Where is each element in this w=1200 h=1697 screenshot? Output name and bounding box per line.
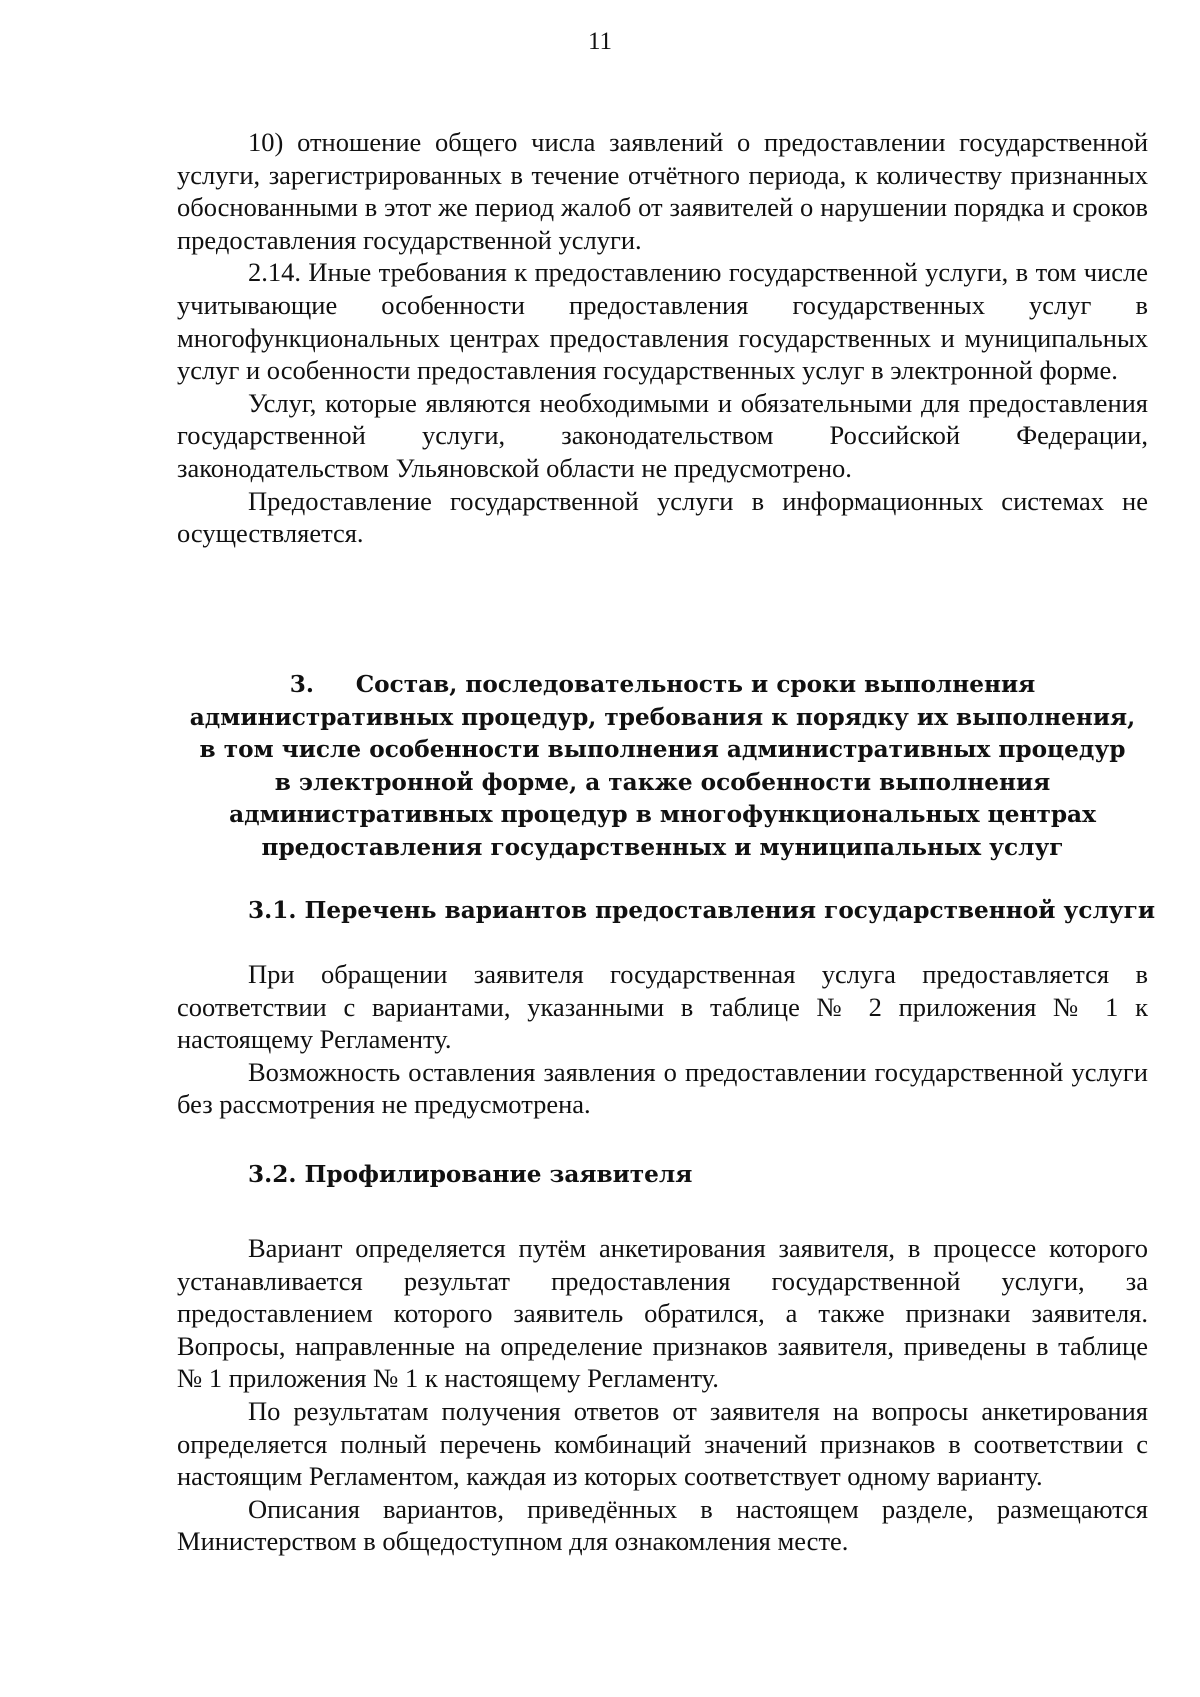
paragraph: При обращении заявителя государственная услуга предоставляется в соответствии с вариантами, указанными в таблице № 2 приложения № 1 к настоящему Регламенту. — [177, 959, 1148, 1055]
paragraph: Описания вариантов, приведённых в настоящем разделе, размещаются Министерством в общедоступном для ознакомления месте. — [177, 1493, 1148, 1557]
heading-line-text: Состав, последовательность и сроки выполнения — [355, 671, 1036, 698]
heading-line: предоставления государственных и муниципальных услуг — [261, 833, 1064, 861]
heading-line: административных процедур, требования к порядку их выполнения, — [189, 703, 1136, 731]
heading-line: административных процедур в многофункциональных центрах — [229, 801, 1096, 828]
heading-line — [177, 669, 1148, 702]
section-3-heading — [177, 669, 1148, 864]
section-number: 3. — [289, 671, 314, 698]
paragraph: Услуг, которые являются необходимыми и обязательными для предоставления государственной услуги, законодательством Российской Федерации, законодательством Ульяновской области не предусмотрено. — [177, 387, 1148, 483]
subsection-3-1-text — [177, 958, 1148, 1121]
section-2-text — [177, 126, 1148, 550]
subsection-3-1-heading: 3.1. Перечень вариантов предоставления государственной услуги — [248, 897, 1156, 924]
paragraph: Вариант определяется путём анкетирования заявителя, в процессе которого устанавливается результат предоставления государственной услуги, за предоставлением которого заявитель обратился, а также признаки заявителя. Вопросы, направленные на определение признаков заявителя, приведены в таблице № 1 приложения № 1 к настоящему Регламенту. — [177, 1233, 1148, 1394]
page-number: 11 — [587, 28, 613, 55]
paragraph: 2.14. Иные требования к предоставлению государственной услуги, в том числе учитывающие особенности предоставления государственных услуг в многофункциональных центрах предоставления государственных и муниципальных услуг и особенности предоставления государственных услуг в электронной форме. — [177, 257, 1148, 386]
subsection-3-2-heading: 3.2. Профилирование заявителя — [248, 1161, 693, 1188]
paragraph: Возможность оставления заявления о предоставлении государственной услуги без рассмотрения не предусмотрена. — [177, 1056, 1148, 1120]
paragraph: Предоставление государственной услуги в информационных системах не осуществляется. — [177, 485, 1148, 549]
subsection-3-2-text — [177, 1232, 1148, 1558]
heading-line: в том числе особенности выполнения административных процедур — [199, 736, 1126, 763]
paragraph: По результатам получения ответов от заявителя на вопросы анкетирования определяется полный перечень комбинаций значений признаков в соответствии с настоящим Регламентом, каждая из которых соответствует одному варианту. — [177, 1395, 1148, 1492]
paragraph: 10) отношение общего числа заявлений о предоставлении государственной услуги, зарегистрированных в течение отчётного периода, к количеству признанных обоснованными в этот же период жалоб от заявителей о нарушении порядка и сроков предоставления государственной услуги. — [177, 127, 1148, 255]
heading-line: в электронной форме, а также особенности выполнения — [274, 768, 1051, 796]
